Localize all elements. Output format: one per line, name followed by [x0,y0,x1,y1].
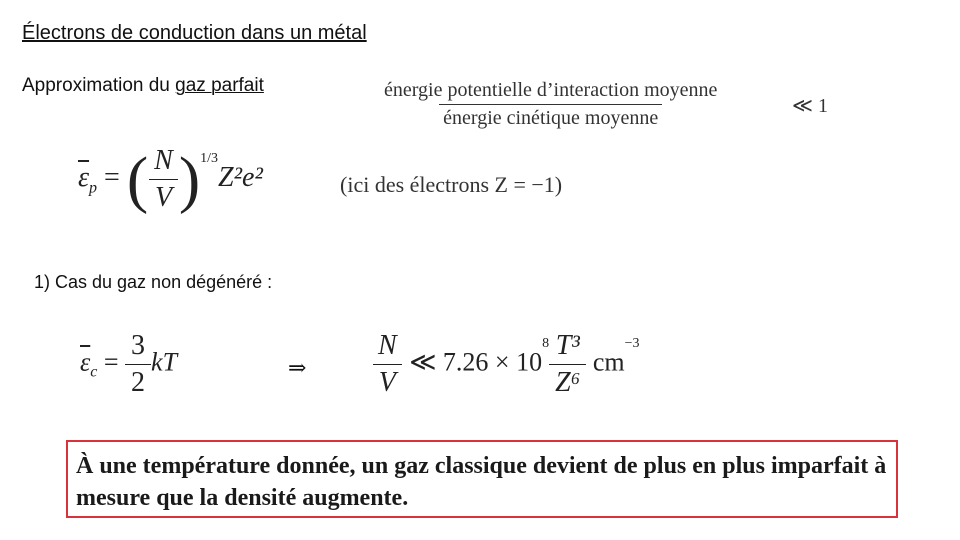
density-power: 8 [542,335,550,351]
density-unit-exponent: −3 [624,335,640,351]
ratio-relation: ≪ 1 [792,95,828,117]
kinetic-tail: kT [151,347,178,377]
density-frac2-denominator: Z⁶ [549,364,586,399]
density-condition-formula [372,330,640,399]
kinetic-energy-symbol: $\overline{\varepsilon}$ [80,347,91,377]
potential-exponent: 1/3 [200,150,219,166]
potential-energy-formula: $\overline{\varepsilon}_p$ = ( $\frac{N}{V}$ )$^{1/3}$Z²e² [78,143,263,215]
density-unit: cm [586,347,625,377]
approximation-prefix: Approximation du [22,75,176,96]
case-heading: 1) Cas du gaz non dégénéré : [34,272,273,292]
slide-title: Électrons de conduction dans un métal [22,22,367,44]
conclusion-text: À une température donnée, un gaz classique devient de plus en plus imparfait à mesure que la densité augmente. [76,453,887,511]
potential-frac-numerator: N [154,145,173,176]
approximation-heading [22,75,264,97]
density-frac-denominator: V [373,364,402,399]
density-middle: ≪ 7.26 × 10 [402,347,543,377]
potential-energy-symbol: $\overline{\varepsilon}$ [78,161,90,193]
kinetic-frac-numerator: 3 [131,330,146,361]
ratio-denominator: énergie cinétique moyenne [439,104,662,130]
kinetic-energy-formula [80,330,177,399]
density-frac-numerator: N [378,330,397,361]
implies-arrow: ⇒ [288,355,307,380]
potential-tail: Z²e² [218,161,263,193]
kinetic-equals: = [97,347,126,377]
energy-ratio-formula [380,79,828,130]
potential-equals: = [97,161,127,193]
ratio-numerator: énergie potentielle d’interaction moyenne [384,79,718,101]
electron-charge-note: (ici des électrons Z = −1) [340,172,563,197]
potential-energy-subscript: p [89,179,98,197]
potential-frac-denominator: V [149,179,178,214]
kinetic-frac-denominator: 2 [125,364,151,399]
conclusion-box [66,440,898,518]
approximation-underlined: gaz parfait [175,75,264,96]
kinetic-energy-subscript: c [90,363,98,381]
density-frac2-numerator: T³ [555,330,580,361]
